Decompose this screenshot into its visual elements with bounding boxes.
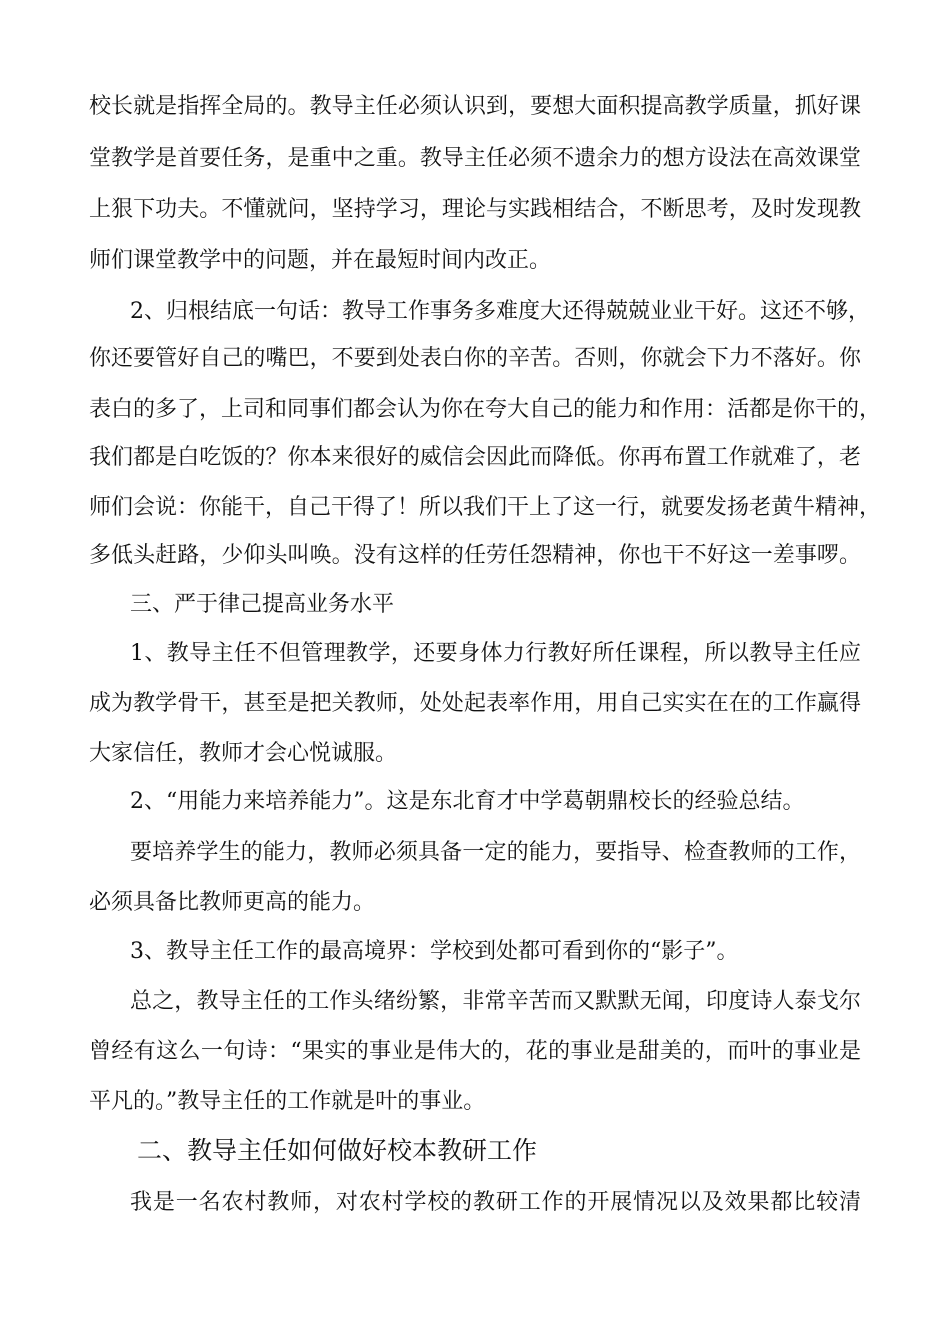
- section-heading: 二、教导主任如何做好校本教研工作: [137, 1136, 538, 1165]
- text-line: 要培养学生的能力，教师必须具备一定的能力，要指导、检查教师的工作，: [130, 840, 861, 865]
- text-line: 3、教导主任工作的最高境界：学校到处都可看到你的“影子”。: [130, 939, 739, 964]
- text-line: 我是一名农村教师，对农村学校的教研工作的开展情况以及效果都比较清: [130, 1190, 861, 1215]
- text-line: 总之，教导主任的工作头绪纷繁，非常辛苦而又默默无闻，印度诗人泰戈尔: [130, 989, 861, 1014]
- subheading: 三、严于律己提高业务水平: [130, 592, 395, 617]
- text-line: 平凡的。”教导主任的工作就是叶的事业。: [89, 1089, 486, 1114]
- text-line: 2、归根结底一句话：教导工作事务多难度大还得兢兢业业干好。这还不够，: [130, 299, 870, 324]
- text-line: 我们都是白吃饭的？你本来很好的威信会因此而降低。你再布置工作就难了，老: [89, 445, 861, 470]
- text-line: 堂教学是首要任务，是重中之重。教导主任必须不遗余力的想方设法在高效课堂: [89, 146, 861, 171]
- text-line: 必须具备比教师更高的能力。: [89, 890, 376, 915]
- text-line: 1、教导主任不但管理教学，还要身体力行教好所任课程，所以教导主任应: [130, 641, 861, 666]
- text-line: 曾经有这么一句诗：“果实的事业是伟大的，花的事业是甜美的，而叶的事业是: [89, 1039, 861, 1064]
- text-line: 表白的多了，上司和同事们都会认为你在夸大自己的能力和作用：活都是你干的，: [89, 397, 882, 422]
- text-line: 师们课堂教学中的问题，并在最短时间内改正。: [89, 248, 552, 273]
- text-line: 大家信任，教师才会心悦诚服。: [89, 741, 398, 766]
- text-line: 校长就是指挥全局的。教导主任必须认识到，要想大面积提高教学质量，抓好课: [89, 94, 861, 119]
- text-line: 成为教学骨干，甚至是把关教师，处处起表率作用，用自己实实在在的工作赢得: [89, 691, 861, 716]
- text-line: 你还要管好自己的嘴巴，不要到处表白你的辛苦。否则，你就会下力不落好。你: [89, 346, 861, 371]
- text-line: 2、“用能力来培养能力”。这是东北育才中学葛朝鼎校长的经验总结。: [130, 789, 805, 814]
- text-line: 多低头赶路，少仰头叫唤。没有这样的任劳任怨精神，你也干不好这一差事啰。: [89, 543, 861, 568]
- text-line: 上狠下功夫。不懂就问，坚持学习，理论与实践相结合，不断思考，及时发现教: [89, 197, 861, 222]
- text-line: 师们会说：你能干，自己干得了！所以我们干上了这一行，就要发扬老黄牛精神，: [89, 495, 882, 520]
